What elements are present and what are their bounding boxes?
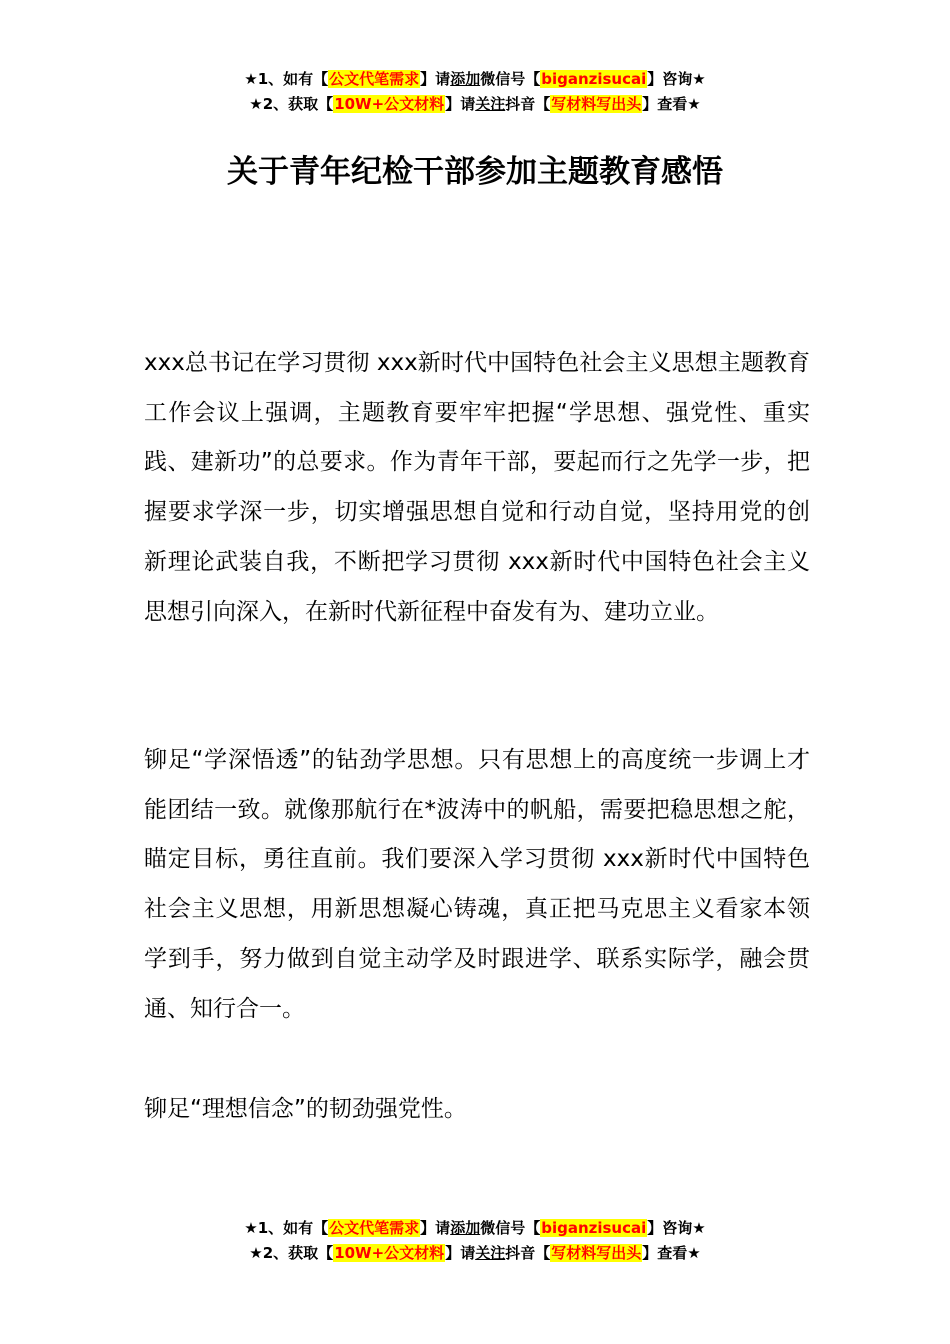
highlight-wechat-id: biganzisucai — [541, 1219, 647, 1237]
underlined-word: 添加 — [450, 70, 481, 88]
highlight-materials: 10W+公文材料 — [334, 1244, 445, 1262]
banner-line-2: ★2、获取【10W+公文材料】请关注抖音【写材料写出头】查看★ — [249, 95, 701, 113]
banner-line-1: ★1、如有【公文代笔需求】请添加微信号【biganzisucai】咨询★ — [244, 70, 706, 88]
page-title: 关于青年纪检干部参加主题教育感悟 — [227, 154, 723, 190]
banner-line-1: ★1、如有【公文代笔需求】请添加微信号【biganzisucai】咨询★ — [244, 1219, 706, 1237]
paragraph-3: 铆足“理想信念”的韧劲强党性。 — [144, 1096, 467, 1122]
highlight-service: 公文代笔需求 — [329, 70, 420, 88]
underlined-word: 关注 — [475, 95, 506, 113]
highlight-douyin: 写材料写出头 — [551, 1244, 642, 1262]
highlight-materials: 10W+公文材料 — [334, 95, 445, 113]
top-banner — [0, 67, 950, 117]
paragraph-2: 铆足“学深悟透”的钻劲学思想。只有思想上的高度统一步调上才能团结一致。就像那航行在*波涛中的帆船，需要把稳思想之舵，瞄定目标，勇往直前。我们要深入学习贯彻 xxx新时代中国特色社会主义思想，用新思想凝心铸魂，真正把马克思主义看家本领学到手，努力做到自觉主动学及时跟进学、联系实际学，融会贯通、知行合一。 — [144, 747, 810, 1022]
highlight-douyin: 写材料写出头 — [551, 95, 642, 113]
highlight-service: 公文代笔需求 — [329, 1219, 420, 1237]
banner-line-2: ★2、获取【10W+公文材料】请关注抖音【写材料写出头】查看★ — [249, 1244, 701, 1262]
paragraph-1: xxx总书记在学习贯彻 xxx新时代中国特色社会主义思想主题教育工作会议上强调，主题教育要牢牢把握“学思想、强党性、重实践、建新功”的总要求。作为青年干部，要起而行之先学一步，把握要求学深一步，切实增强思想自觉和行动自觉，坚持用党的创新理论武装自我，不断把学习贯彻 xxx新时代中国特色社会主义思想引向深入，在新时代新征程中奋发有为、建功立业。 — [144, 350, 810, 625]
bottom-banner — [0, 1216, 950, 1266]
underlined-word: 添加 — [450, 1219, 481, 1237]
underlined-word: 关注 — [475, 1244, 506, 1262]
highlight-wechat-id: biganzisucai — [541, 70, 647, 88]
